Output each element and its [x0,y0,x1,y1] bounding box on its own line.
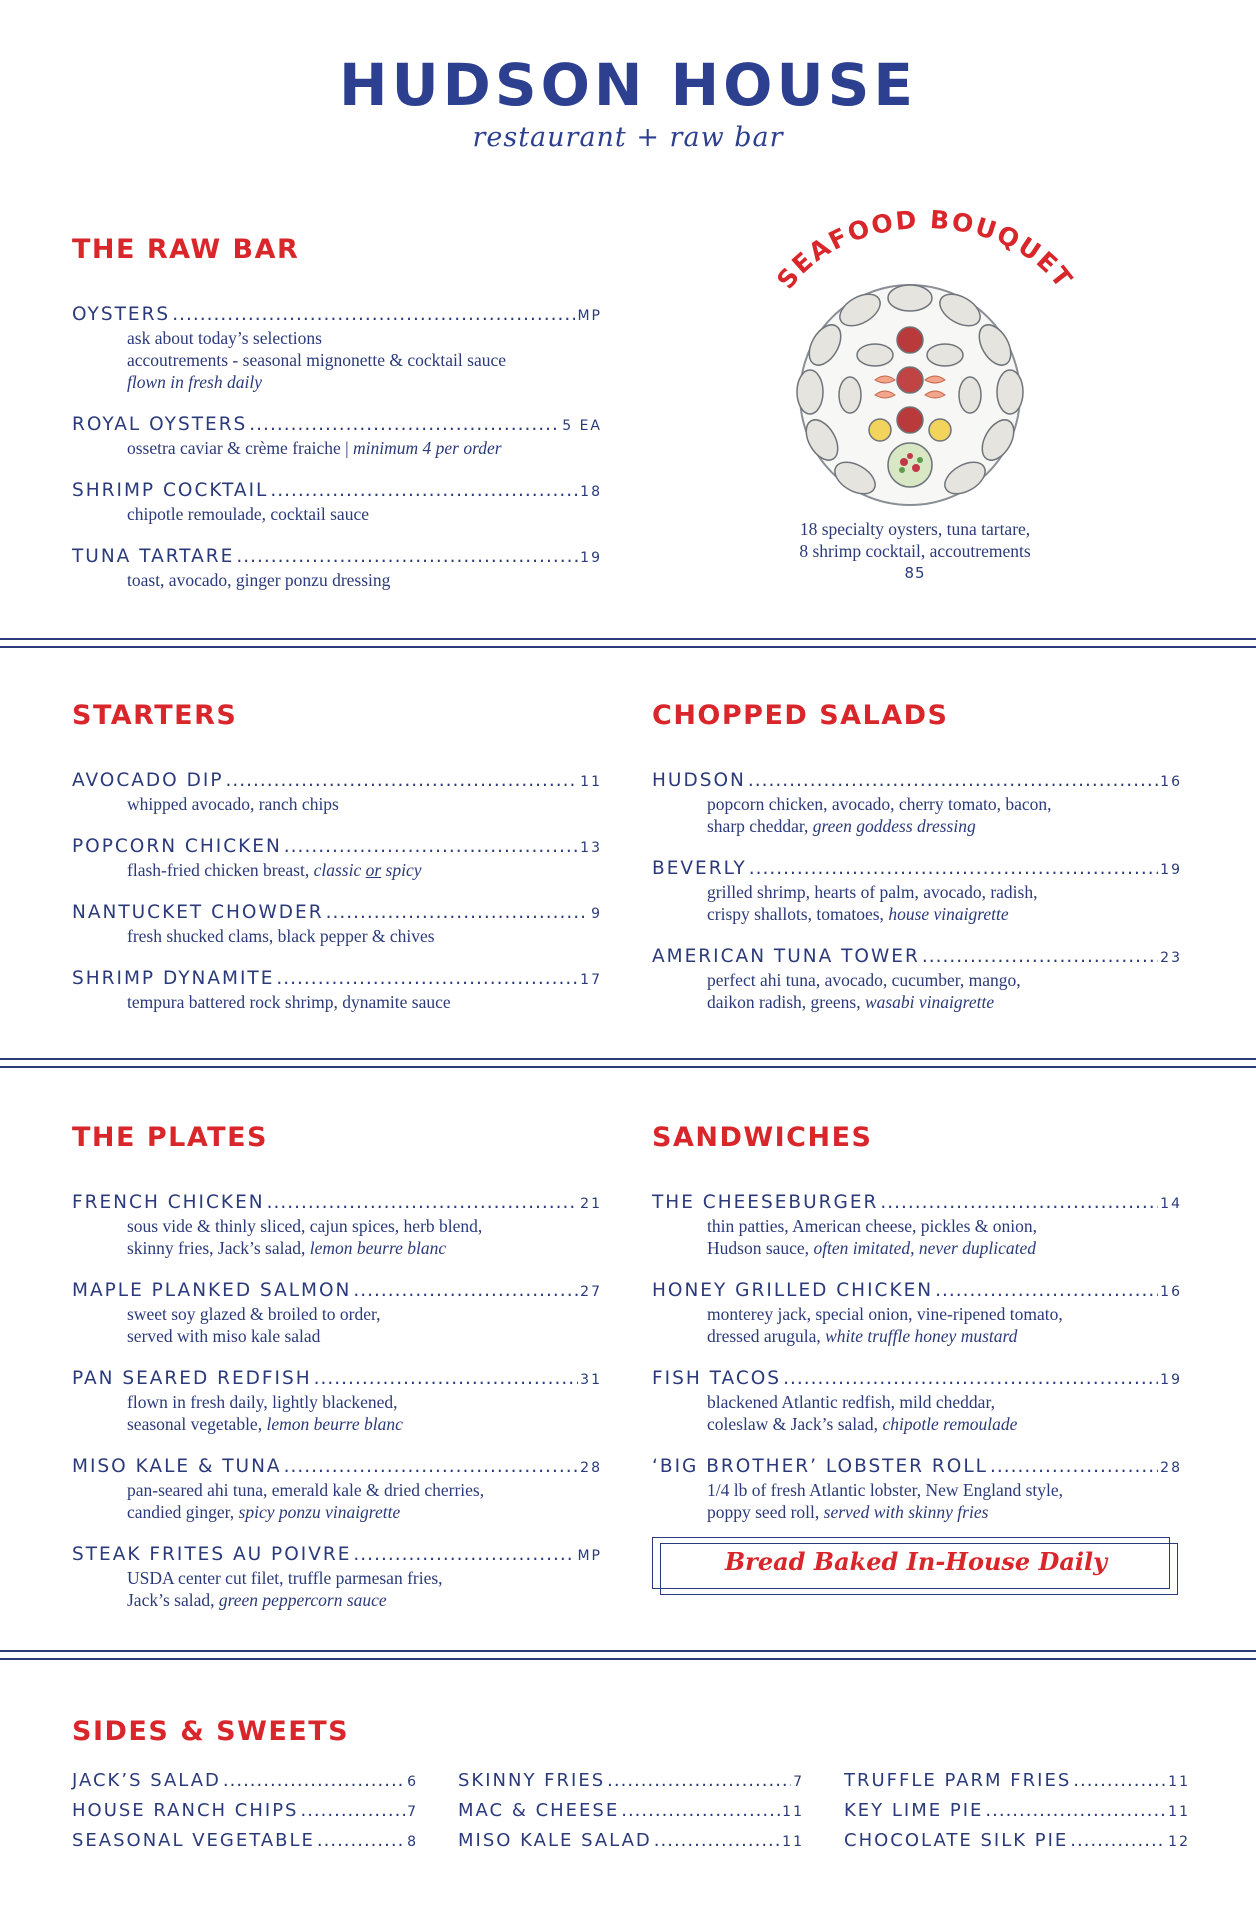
item-name: THE CHEESEBURGER [652,1192,879,1213]
item-name: FRENCH CHICKEN [72,1192,265,1213]
side-item: JACK’S SALAD ..... 6 [72,1770,418,1793]
menu-item [72,836,602,881]
item-name: BEVERLY [652,858,747,879]
item-price: 16 [1160,1284,1182,1300]
item-description: fresh shucked clams, black pepper & chives [127,926,435,946]
item-name: NANTUCKET CHOWDER [72,902,324,923]
side-item: HOUSE RANCH CHIPS ..... 7 [72,1800,418,1823]
item-description: flash-fried chicken breast, classic or spicy [127,860,422,880]
item-description: blackened Atlantic redfish, mild cheddar, coleslaw & Jack’s salad, chipotle remoulade [707,1392,1018,1434]
item-name: SHRIMP COCKTAIL [72,480,269,501]
bouquet-description: 18 specialty oysters, tuna tartare, 8 shrimp cocktail, accoutrements 85 [740,518,1090,584]
item-description: flown in fresh daily, lightly blackened, seasonal vegetable, lemon beurre blanc [127,1392,403,1434]
item-price: 28 [580,1460,602,1476]
item-price: 13 [580,840,602,856]
item-price: 19 [1160,862,1182,878]
menu-item [652,770,1182,837]
section-title: SIDES & SWEETS [72,1716,350,1747]
menu-item [72,1280,602,1347]
item-name: AVOCADO DIP [72,770,224,791]
section-title: SANDWICHES [652,1122,873,1153]
menu-item [72,1368,602,1435]
item-name: FISH TACOS [652,1368,782,1389]
section-divider [0,1058,1256,1068]
item-name: HUDSON [652,770,746,791]
menu-header [0,50,1256,153]
menu-item [652,1456,1182,1523]
sides-column [458,1770,804,1860]
item-price: 23 [1160,950,1182,966]
item-price: 19 [580,550,602,566]
item-price: 17 [580,972,602,988]
sides-column [844,1770,1190,1860]
item-description: sous vide & thinly sliced, cajun spices, herb blend, skinny fries, Jack’s salad, lemon beurre blanc [127,1216,483,1258]
seafood-platter-illustration [780,280,1040,510]
item-description: thin patties, American cheese, pickles & onion, Hudson sauce, often imitated, never duplicated [707,1216,1037,1258]
item-price: 31 [580,1372,602,1388]
restaurant-logo: HUDSON HOUSE [339,51,917,119]
item-name: SHRIMP DYNAMITE [72,968,275,989]
item-description: whipped avocado, ranch chips [127,794,339,814]
sides-column [72,1770,418,1860]
salads-section [652,700,1182,1034]
menu-item [72,1456,602,1523]
item-description: pan-seared ahi tuna, emerald kale & dried cherries, candied ginger, spicy ponzu vinaigrette [127,1480,485,1522]
item-description: sweet soy glazed & broiled to order, served with miso kale salad [127,1304,381,1346]
item-price: 19 [1160,1372,1182,1388]
item-price: 28 [1160,1460,1182,1476]
item-name: POPCORN CHICKEN [72,836,282,857]
item-price: 9 [591,906,602,922]
menu-item [72,414,602,459]
menu-item [72,480,602,525]
item-price: 14 [1160,1196,1182,1212]
side-item: TRUFFLE PARM FRIES ..... 11 [844,1770,1190,1793]
item-description: ask about today’s selections accoutrements - seasonal mignonette & cocktail sauce flown in fresh daily [127,328,507,392]
section-title: STARTERS [72,700,238,731]
item-price: 11 [580,774,602,790]
section-divider [0,638,1256,648]
item-price: 18 [580,484,602,500]
item-name: ‘BIG BROTHER’ LOBSTER ROLL [652,1456,988,1477]
item-description: grilled shrimp, hearts of palm, avocado, radish, crispy shallots, tomatoes, house vinaigrette [707,882,1038,924]
restaurant-tagline: restaurant + raw bar [472,122,784,153]
item-name: STEAK FRITES AU POIVRE [72,1544,352,1565]
item-description: USDA center cut filet, truffle parmesan fries, Jack’s salad, green peppercorn sauce [127,1568,443,1610]
plates-section [72,1122,602,1632]
item-name: ROYAL OYSTERS [72,414,248,435]
item-price: 16 [1160,774,1182,790]
menu-item [72,304,602,393]
item-name: OYSTERS [72,304,171,325]
side-item: KEY LIME PIE ..... 11 [844,1800,1190,1823]
item-description: popcorn chicken, avocado, cherry tomato, bacon, sharp cheddar, green goddess dressing [707,794,1052,836]
bouquet-price: 85 [904,564,926,582]
item-name: TUNA TARTARE [72,546,235,567]
section-divider [0,1650,1256,1660]
menu-item [72,1192,602,1259]
menu-item [652,946,1182,1013]
bread-banner [652,1537,1180,1593]
item-description: 1/4 lb of fresh Atlantic lobster, New England style, poppy seed roll, served with skinny fries [707,1480,1064,1522]
item-name: MAPLE PLANKED SALMON [72,1280,352,1301]
item-price: MP [577,1548,602,1564]
item-description: chipotle remoulade, cocktail sauce [127,504,369,524]
item-price: 27 [580,1284,602,1300]
bouquet-title: SEAFOOD BOUQUET [771,205,1079,295]
sandwiches-section [652,1122,1182,1544]
side-item: SKINNY FRIES ..... 7 [458,1770,804,1793]
item-price: 5 EA [562,418,602,434]
menu-item [72,902,602,947]
side-item: SEASONAL VEGETABLE ..... 8 [72,1830,418,1853]
item-name: PAN SEARED REDFISH [72,1368,312,1389]
bread-banner-text: Bread Baked In-House Daily [724,1547,1108,1576]
item-description: tempura battered rock shrimp, dynamite sauce [127,992,451,1012]
menu-item [652,858,1182,925]
item-description: toast, avocado, ginger ponzu dressing [127,570,391,590]
raw-bar-section [72,234,602,612]
item-name: MISO KALE & TUNA [72,1456,282,1477]
item-name: AMERICAN TUNA TOWER [652,946,920,967]
item-description: ossetra caviar & crème fraiche | minimum 4 per order [127,438,502,458]
menu-item [652,1280,1182,1347]
item-name: HONEY GRILLED CHICKEN [652,1280,934,1301]
section-title: THE PLATES [72,1122,268,1153]
starters-section [72,700,602,1034]
section-title: THE RAW BAR [72,234,300,265]
menu-item [652,1192,1182,1259]
menu-item [72,1544,602,1611]
menu-item [72,968,602,1013]
item-price: 21 [580,1196,602,1212]
item-price: MP [577,308,602,324]
side-item: MISO KALE SALAD ..... 11 [458,1830,804,1853]
side-item: CHOCOLATE SILK PIE ..... 12 [844,1830,1190,1853]
menu-item [652,1368,1182,1435]
menu-item [72,770,602,815]
section-title: CHOPPED SALADS [652,700,949,731]
item-description: perfect ahi tuna, avocado, cucumber, mango, daikon radish, greens, wasabi vinaigrette [707,970,1021,1012]
side-item: MAC & CHEESE ..... 11 [458,1800,804,1823]
item-description: monterey jack, special onion, vine-ripened tomato, dressed arugula, white truffle honey mustard [707,1304,1063,1346]
menu-item [72,546,602,591]
